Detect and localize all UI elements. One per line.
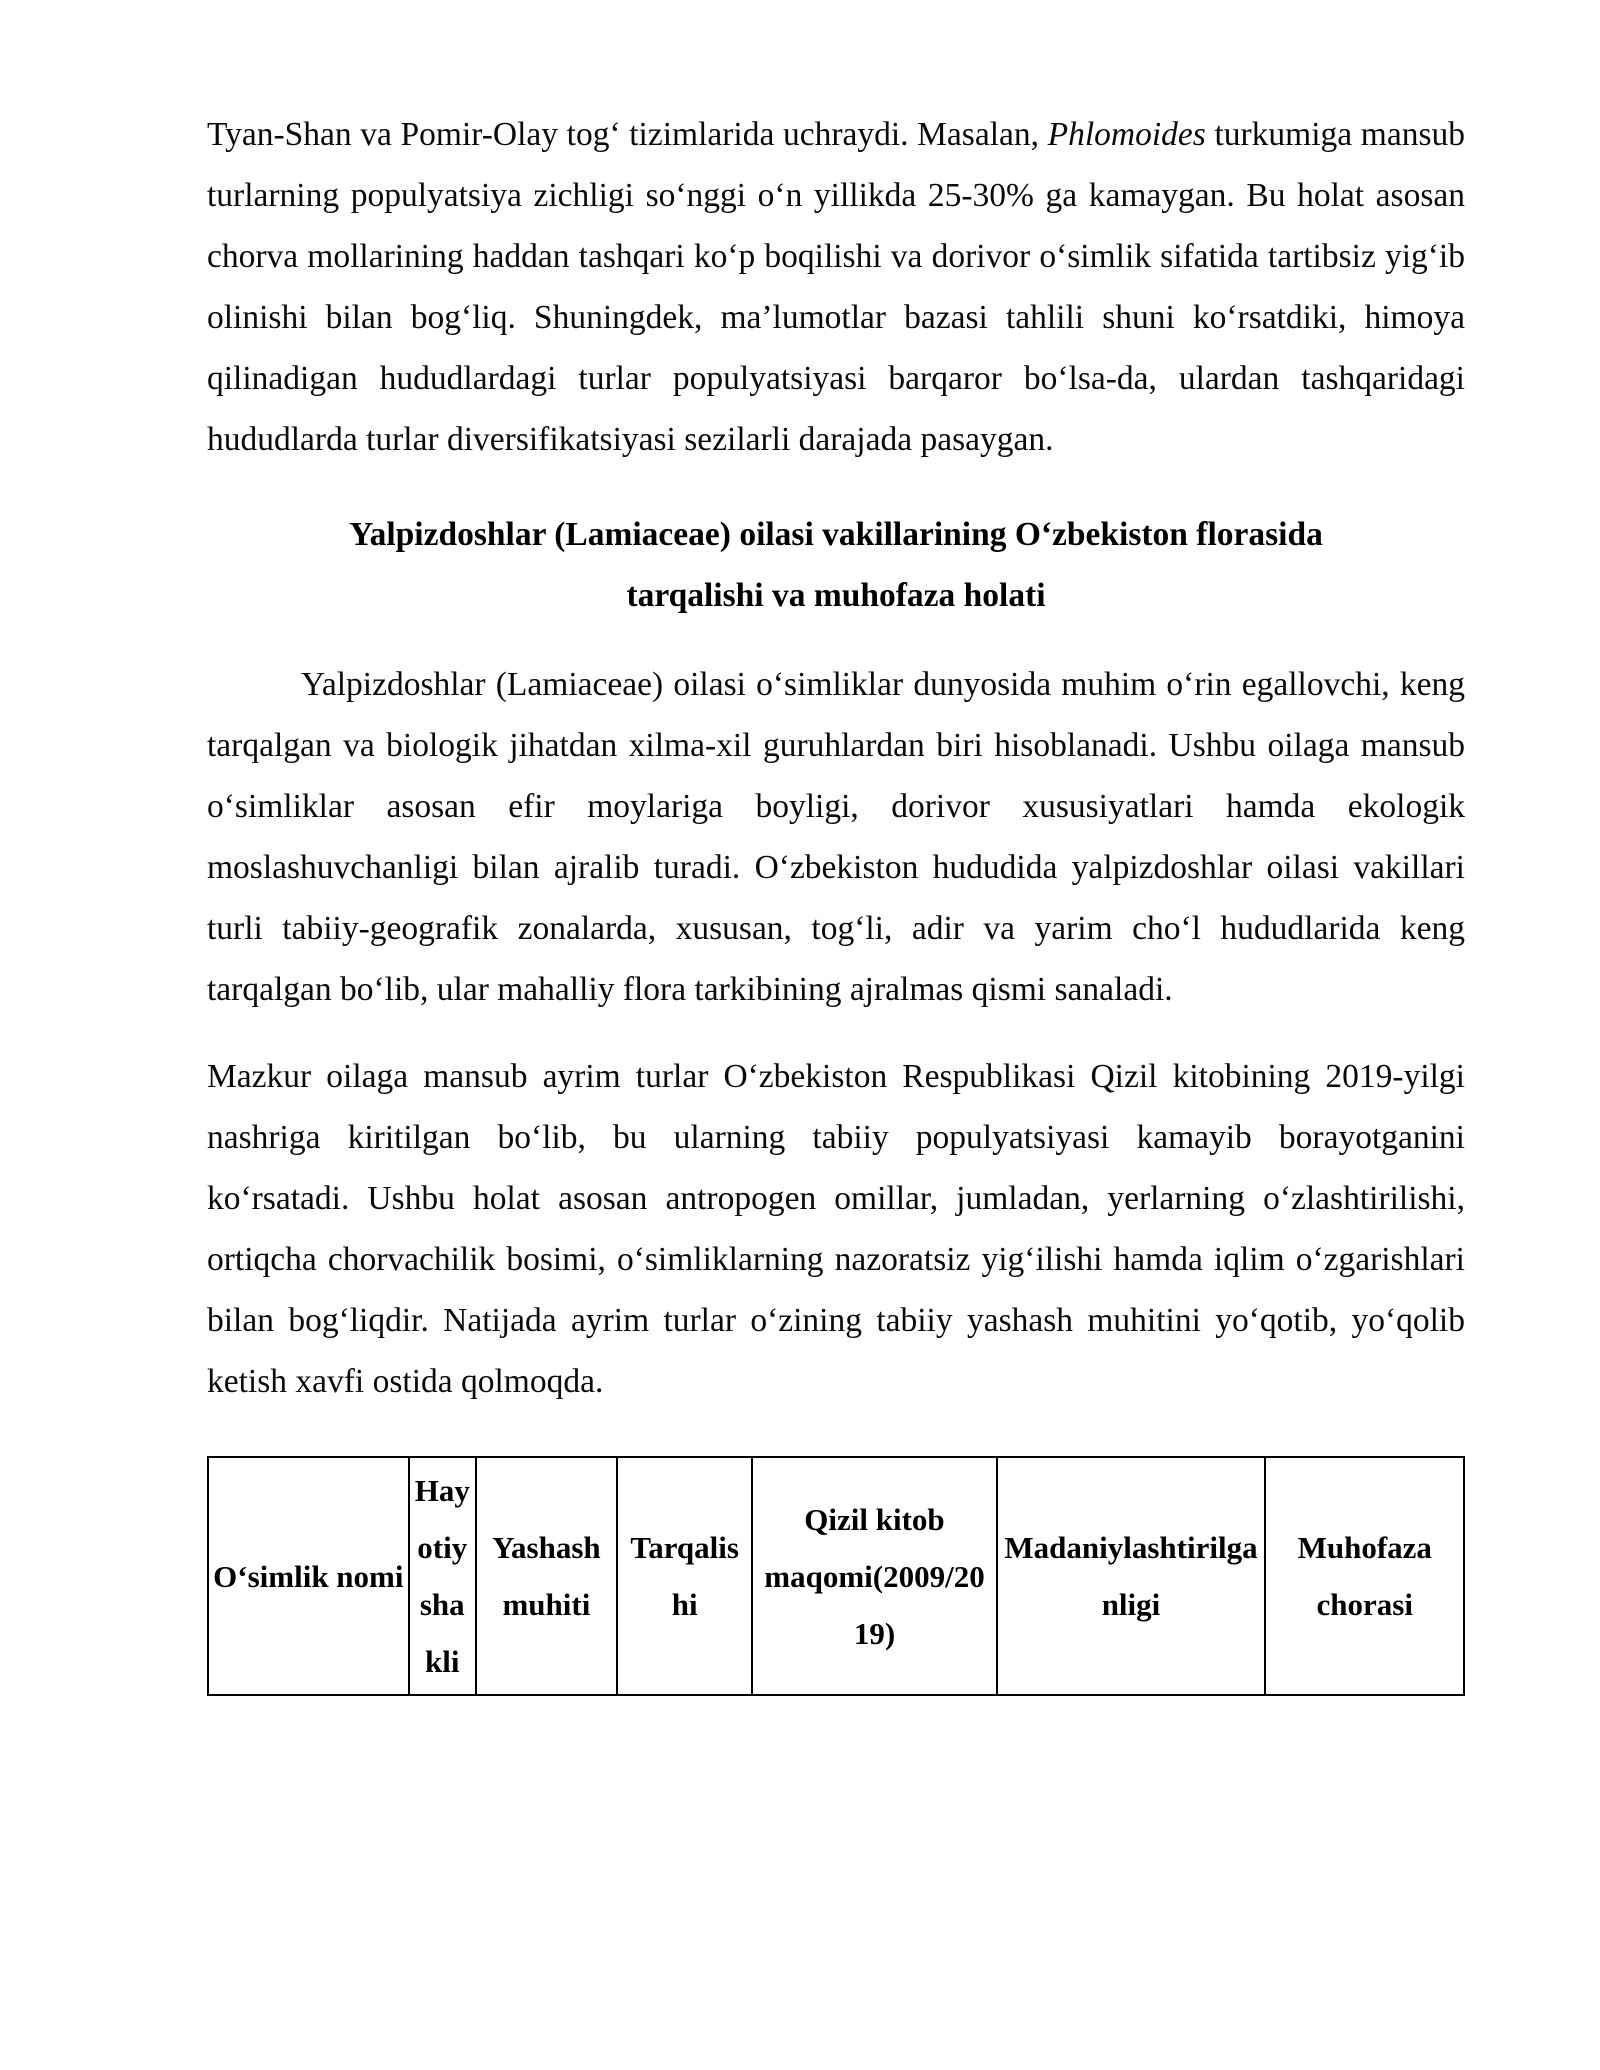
genus-name-italic: Phlomoides: [1047, 116, 1206, 153]
spacer-before-table: [207, 1412, 1465, 1456]
spacer-after-paragraph-2: [207, 1020, 1465, 1046]
column-header-distribution: Tarqalishi: [617, 1457, 753, 1695]
section-heading-line-1: Yalpizdoshlar (Lamiaceae) oilasi vakillarining Oʻzbekiston florasida: [349, 516, 1323, 553]
spacer-after-heading: [207, 626, 1465, 654]
column-header-life-form: Hayotiy shakli: [409, 1457, 476, 1695]
table-header-row: [208, 1457, 1464, 1695]
spacer-after-paragraph-1: [207, 470, 1465, 504]
column-header-red-book-status: Qizil kitob maqomi(2009/2019): [752, 1457, 996, 1695]
species-table-head: [208, 1457, 1464, 1695]
section-heading: [207, 504, 1465, 626]
paragraph-1-part-b: turkumiga mansub turlarning populyatsiya zichligi soʻnggi oʻn yillikda 25-30% ga kamaygan. Bu holat asosan chorva mollarining haddan tashqari koʻp boqilishi va dorivor oʻsimlik sifatida tartibsiz yigʻib olinishi bilan bogʻliq. Shuningdek, ma’lumotlar bazasi tahlili shuni koʻrsatdiki, himoya qilinadigan hududlardagi turlar populyatsiyasi barqaror boʻlsa-da, ulardan tashqaridagi hududlarda turlar diversifikatsiyasi sezilarli darajada pasaygan.: [207, 116, 1465, 458]
column-header-plant-name: Oʻsimlik nomi: [208, 1457, 409, 1695]
paragraph-1: [207, 104, 1465, 470]
species-table: [207, 1456, 1465, 1696]
paragraph-2: Yalpizdoshlar (Lamiaceae) oilasi oʻsimliklar dunyosida muhim oʻrin egallovchi, keng tarqalgan va biologik jihatdan xilma-xil guruhlardan biri hisoblanadi. Ushbu oilaga mansub oʻsimliklar asosan efir moylariga boyligi, dorivor xususiyatlari hamda ekologik moslashuvchanligi bilan ajralib turadi. Oʻzbekiston hududida yalpizdoshlar oilasi vakillari turli tabiiy-geografik zonalarda, xususan, togʻli, adir va yarim choʻl hududlarida keng tarqalgan boʻlib, ular mahalliy flora tarkibining ajralmas qismi sanaladi.: [207, 666, 1465, 1008]
column-header-habitat: Yashash muhiti: [476, 1457, 617, 1695]
column-header-protection-measure: Muhofaza chorasi: [1265, 1457, 1464, 1695]
page-content: [207, 104, 1465, 1696]
column-header-cultivation: Madaniylashtirilganligi: [997, 1457, 1266, 1695]
section-heading-line-2: tarqalishi va muhofaza holati: [626, 577, 1046, 614]
paragraph-3: Mazkur oilaga mansub ayrim turlar Oʻzbekiston Respublikasi Qizil kitobining 2019-yilgi nashriga kiritilgan boʻlib, bu ularning tabiiy populyatsiyasi kamayib borayotganini koʻrsatadi. Ushbu holat asosan antropogen omillar, jumladan, yerlarning oʻzlashtirilishi, ortiqcha chorvachilik bosimi, oʻsimliklarning nazoratsiz yigʻilishi hamda iqlim oʻzgarishlari bilan bogʻliqdir. Natijada ayrim turlar oʻzining tabiiy yashash muhitini yoʻqotib, yoʻqolib ketish xavfi ostida qolmoqda.: [207, 1058, 1465, 1400]
paragraph-1-part-a: Tyan-Shan va Pomir-Olay togʻ tizimlarida uchraydi. Masalan,: [207, 116, 1048, 153]
